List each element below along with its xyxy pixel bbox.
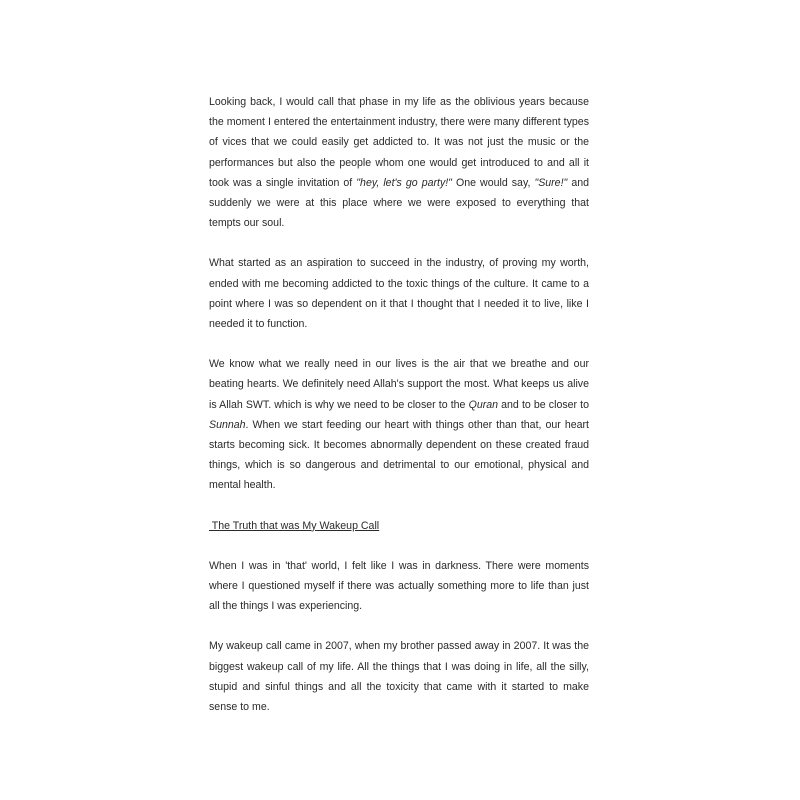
paragraph-oblivious-years: [209, 92, 589, 233]
paragraph-aspiration: What started as an aspiration to succeed in the industry, of proving my worth, ended with me becoming addicted to the toxic things of the culture. It came to a point where I was so dependent on it that I thought that I needed it to live, like I needed it to function.: [209, 257, 589, 331]
paragraph-text: . When we start feeding our heart with things other than that, our heart starts becoming sick. It becomes abnormally dependent on these created fraud things, which is so dangerous and detrimental to our emotional, physical and mental health.: [209, 418, 589, 492]
paragraph-wakeup-call: My wakeup call came in 2007, when my brother passed away in 2007. It was the biggest wakeup call of my life. All the things that I was doing in life, all the silly, stupid and sinful things and all the toxicity that came with it started to make sense to me.: [209, 640, 589, 714]
paragraph-what-we-need: [209, 354, 589, 495]
term-quran: Quran: [468, 398, 499, 411]
quote-party: "hey, let's go party!": [356, 176, 452, 189]
section-heading: The Truth that was My Wakeup Call: [209, 519, 380, 532]
paragraph-text: and to be closer to: [498, 398, 590, 411]
term-sunnah: Sunnah: [209, 418, 246, 431]
paragraph-text: We know what we really need in our lives is the air that we breathe and our beating hearts. We definitely need Allah's support the most. What keeps us alive is Allah SWT. which is why we need to be closer to the: [209, 358, 589, 411]
quote-sure: "Sure!": [534, 176, 568, 189]
paragraph-darkness: When I was in 'that' world, I felt like I was in darkness. There were moments where I questioned myself if there was actually something more to life than just all the things I was experiencing.: [209, 559, 589, 613]
paragraph-text: Looking back, I would call that phase in my life as the oblivious years because the moment I entered the entertainment industry, there were many different types of vices that we could easily get addicted to. It was not just the music or the performances but also the people whom one would get introduced to and all it took was a single invitation of: [209, 96, 589, 189]
paragraph-text: One would say,: [451, 176, 535, 189]
document-page: [209, 92, 589, 737]
paragraph-text: and suddenly we were at this place where we were exposed to everything that tempts our soul.: [209, 176, 589, 230]
